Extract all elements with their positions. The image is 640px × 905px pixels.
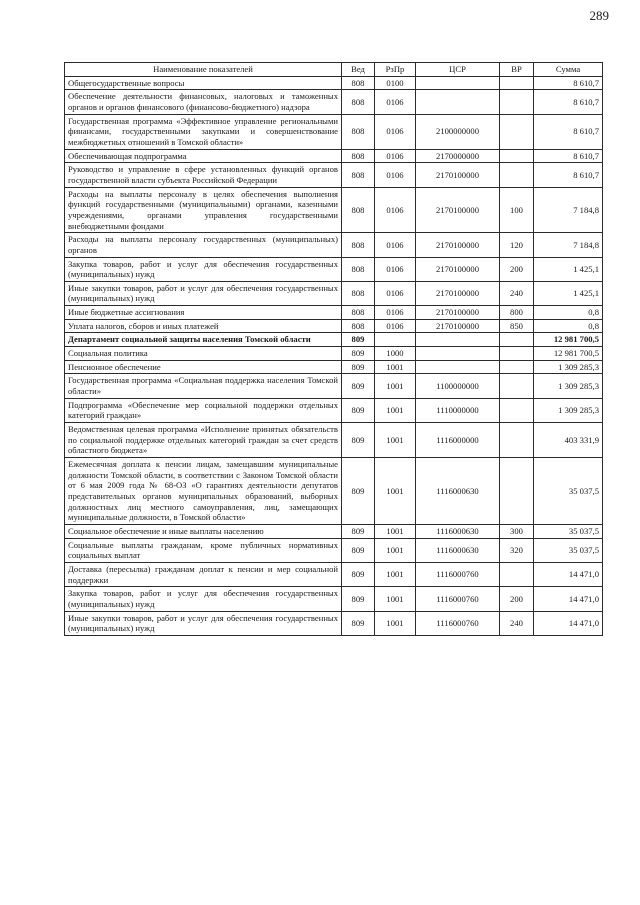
table-row: [65, 524, 603, 538]
row-csr: 2170100000: [416, 319, 500, 333]
row-sum: 14 471,0: [534, 587, 603, 611]
row-name: Обеспечение деятельности финансовых, налоговых и таможенных органов и органов финансового (финансово-бюджетного) надзора: [65, 90, 342, 114]
table-row: [65, 423, 603, 458]
table-body: [65, 76, 603, 635]
row-name: Закупка товаров, работ и услуг для обеспечения государственных (муниципальных) нужд: [65, 257, 342, 281]
row-sum: 7 184,8: [534, 187, 603, 233]
row-sum: 8 610,7: [534, 114, 603, 149]
row-csr: [416, 333, 500, 347]
table-row: [65, 360, 603, 374]
row-csr: 1116000760: [416, 611, 500, 635]
row-ved: 808: [342, 114, 375, 149]
row-ved: 809: [342, 360, 375, 374]
row-sum: 0,8: [534, 319, 603, 333]
row-ved: 809: [342, 398, 375, 422]
row-rzpr: 1001: [375, 423, 416, 458]
header-csr: ЦСР: [416, 63, 500, 77]
table-row: [65, 233, 603, 257]
row-name: Общегосударственные вопросы: [65, 76, 342, 90]
table-row: [65, 257, 603, 281]
row-sum: 35 037,5: [534, 458, 603, 525]
row-name: Подпрограмма «Обеспечение мер социальной поддержки отдельных категорий граждан»: [65, 398, 342, 422]
row-name: Государственная программа «Эффективное управление региональными финансами, государственными закупками и совершенствование межбюджетных отношений в Томской области»: [65, 114, 342, 149]
row-csr: 2170100000: [416, 306, 500, 320]
row-vr: [500, 562, 534, 586]
row-sum: 0,8: [534, 306, 603, 320]
row-sum: 8 610,7: [534, 149, 603, 163]
row-sum: 1 425,1: [534, 257, 603, 281]
row-vr: [500, 333, 534, 347]
row-sum: 14 471,0: [534, 611, 603, 635]
row-rzpr: 1001: [375, 458, 416, 525]
row-csr: 2170100000: [416, 257, 500, 281]
budget-table: [64, 62, 603, 636]
table-row: [65, 611, 603, 635]
row-vr: [500, 423, 534, 458]
row-vr: 200: [500, 257, 534, 281]
row-name: Социальное обеспечение и иные выплаты населению: [65, 524, 342, 538]
table-row: [65, 90, 603, 114]
row-vr: [500, 114, 534, 149]
row-ved: 809: [342, 333, 375, 347]
row-rzpr: 1001: [375, 611, 416, 635]
row-csr: 2170100000: [416, 163, 500, 187]
row-sum: 8 610,7: [534, 90, 603, 114]
row-ved: 808: [342, 90, 375, 114]
row-name: Уплата налогов, сборов и иных платежей: [65, 319, 342, 333]
table-row: [65, 76, 603, 90]
table-row: [65, 458, 603, 525]
row-vr: 200: [500, 587, 534, 611]
row-rzpr: 0106: [375, 306, 416, 320]
row-sum: 35 037,5: [534, 524, 603, 538]
row-rzpr: 0106: [375, 187, 416, 233]
row-name: Расходы на выплаты персоналу в целях обеспечения выполнения функций государственными (муниципальными) органами, казенными учреждениями, органами управления государственными внебюджетными фондами: [65, 187, 342, 233]
row-name: Социальная политика: [65, 347, 342, 361]
row-vr: 240: [500, 611, 534, 635]
row-vr: [500, 90, 534, 114]
page-number: 289: [589, 8, 609, 23]
row-name: Обеспечивающая подпрограмма: [65, 149, 342, 163]
row-rzpr: 0106: [375, 319, 416, 333]
row-rzpr: [375, 333, 416, 347]
table-row: [65, 306, 603, 320]
row-vr: [500, 347, 534, 361]
header-rzpr: РзПр: [375, 63, 416, 77]
table-row: [65, 398, 603, 422]
row-ved: 809: [342, 538, 375, 562]
row-csr: 1110000000: [416, 398, 500, 422]
row-name: Иные закупки товаров, работ и услуг для обеспечения государственных (муниципальных) нужд: [65, 611, 342, 635]
table-row: [65, 374, 603, 398]
table-row: [65, 562, 603, 586]
row-ved: 809: [342, 562, 375, 586]
row-vr: 300: [500, 524, 534, 538]
table-row: [65, 187, 603, 233]
row-vr: 240: [500, 281, 534, 305]
row-vr: 800: [500, 306, 534, 320]
row-name: Иные бюджетные ассигнования: [65, 306, 342, 320]
row-rzpr: 0106: [375, 281, 416, 305]
row-rzpr: 1001: [375, 360, 416, 374]
header-name: Наименование показателей: [65, 63, 342, 77]
row-name: Иные закупки товаров, работ и услуг для обеспечения государственных (муниципальных) нужд: [65, 281, 342, 305]
table-header-row: [65, 63, 603, 77]
row-csr: 1116000760: [416, 587, 500, 611]
row-name: Ведомственная целевая программа «Исполнение принятых обязательств по социальной поддержке отдельных категорий граждан за счет средств областного бюджета»: [65, 423, 342, 458]
row-sum: 14 471,0: [534, 562, 603, 586]
row-sum: 1 309 285,3: [534, 360, 603, 374]
row-vr: [500, 458, 534, 525]
row-sum: 12 981 700,5: [534, 347, 603, 361]
row-csr: 1116000000: [416, 423, 500, 458]
header-vr: ВР: [500, 63, 534, 77]
table-row: [65, 587, 603, 611]
row-sum: 12 981 700,5: [534, 333, 603, 347]
row-csr: 1100000000: [416, 374, 500, 398]
row-rzpr: 0106: [375, 149, 416, 163]
row-name: Государственная программа «Социальная поддержка населения Томской области»: [65, 374, 342, 398]
row-vr: [500, 76, 534, 90]
row-ved: 808: [342, 163, 375, 187]
header-sum: Сумма: [534, 63, 603, 77]
row-ved: 809: [342, 374, 375, 398]
row-rzpr: 0106: [375, 257, 416, 281]
row-name: Пенсионное обеспечение: [65, 360, 342, 374]
row-sum: 8 610,7: [534, 163, 603, 187]
row-ved: 808: [342, 257, 375, 281]
row-csr: [416, 90, 500, 114]
row-csr: 2170000000: [416, 149, 500, 163]
row-rzpr: 1001: [375, 562, 416, 586]
row-name: Департамент социальной защиты населения Томской области: [65, 333, 342, 347]
table-row: [65, 319, 603, 333]
row-csr: 1116000630: [416, 458, 500, 525]
table-row: [65, 163, 603, 187]
row-csr: 2170100000: [416, 233, 500, 257]
row-name: Закупка товаров, работ и услуг для обеспечения государственных (муниципальных) нужд: [65, 587, 342, 611]
row-vr: 320: [500, 538, 534, 562]
table-row: [65, 333, 603, 347]
row-csr: 2170100000: [416, 281, 500, 305]
row-rzpr: 0106: [375, 90, 416, 114]
header-ved: Вед: [342, 63, 375, 77]
row-vr: [500, 360, 534, 374]
row-ved: 809: [342, 611, 375, 635]
row-csr: 1116000630: [416, 538, 500, 562]
row-rzpr: 1001: [375, 398, 416, 422]
row-ved: 809: [342, 347, 375, 361]
row-sum: 1 425,1: [534, 281, 603, 305]
row-ved: 808: [342, 187, 375, 233]
table-row: [65, 114, 603, 149]
row-ved: 809: [342, 458, 375, 525]
row-rzpr: 0106: [375, 163, 416, 187]
row-rzpr: 0106: [375, 114, 416, 149]
row-csr: [416, 76, 500, 90]
row-vr: 850: [500, 319, 534, 333]
row-sum: 1 309 285,3: [534, 398, 603, 422]
row-csr: [416, 360, 500, 374]
row-rzpr: 0100: [375, 76, 416, 90]
row-csr: [416, 347, 500, 361]
row-rzpr: 1000: [375, 347, 416, 361]
row-csr: 2170100000: [416, 187, 500, 233]
row-vr: 100: [500, 187, 534, 233]
row-csr: 2100000000: [416, 114, 500, 149]
row-ved: 808: [342, 149, 375, 163]
table-row: [65, 149, 603, 163]
row-csr: 1116000630: [416, 524, 500, 538]
row-sum: 35 037,5: [534, 538, 603, 562]
row-name: Расходы на выплаты персоналу государственных (муниципальных) органов: [65, 233, 342, 257]
row-sum: 7 184,8: [534, 233, 603, 257]
row-name: Социальные выплаты гражданам, кроме публичных нормативных социальных выплат: [65, 538, 342, 562]
row-sum: 8 610,7: [534, 76, 603, 90]
row-csr: 1116000760: [416, 562, 500, 586]
row-ved: 808: [342, 233, 375, 257]
row-name: Ежемесячная доплата к пенсии лицам, замещавшим муниципальные должности Томской области, в соответствии с Законом Томской области от 6 мая 2009 года № 68-ОЗ «О гарантиях деятельности депутатов представительных органов муниципальных образований, выборных должностных лиц местного самоуправления, лиц, замещающих муниципальные должности, в Томской области»: [65, 458, 342, 525]
table-row: [65, 538, 603, 562]
row-rzpr: 1001: [375, 538, 416, 562]
table-row: [65, 347, 603, 361]
row-name: Доставка (пересылка) гражданам доплат к пенсии и мер социальной поддержки: [65, 562, 342, 586]
row-sum: 403 331,9: [534, 423, 603, 458]
row-ved: 808: [342, 281, 375, 305]
row-ved: 809: [342, 423, 375, 458]
row-sum: 1 309 285,3: [534, 374, 603, 398]
row-vr: [500, 398, 534, 422]
row-vr: 120: [500, 233, 534, 257]
row-rzpr: 0106: [375, 233, 416, 257]
row-ved: 808: [342, 306, 375, 320]
row-ved: 809: [342, 524, 375, 538]
row-rzpr: 1001: [375, 374, 416, 398]
row-ved: 809: [342, 587, 375, 611]
row-vr: [500, 163, 534, 187]
row-ved: 808: [342, 76, 375, 90]
table-row: [65, 281, 603, 305]
row-rzpr: 1001: [375, 524, 416, 538]
row-rzpr: 1001: [375, 587, 416, 611]
row-vr: [500, 149, 534, 163]
row-vr: [500, 374, 534, 398]
row-ved: 808: [342, 319, 375, 333]
row-name: Руководство и управление в сфере установленных функций органов государственной власти субъекта Российской Федерации: [65, 163, 342, 187]
